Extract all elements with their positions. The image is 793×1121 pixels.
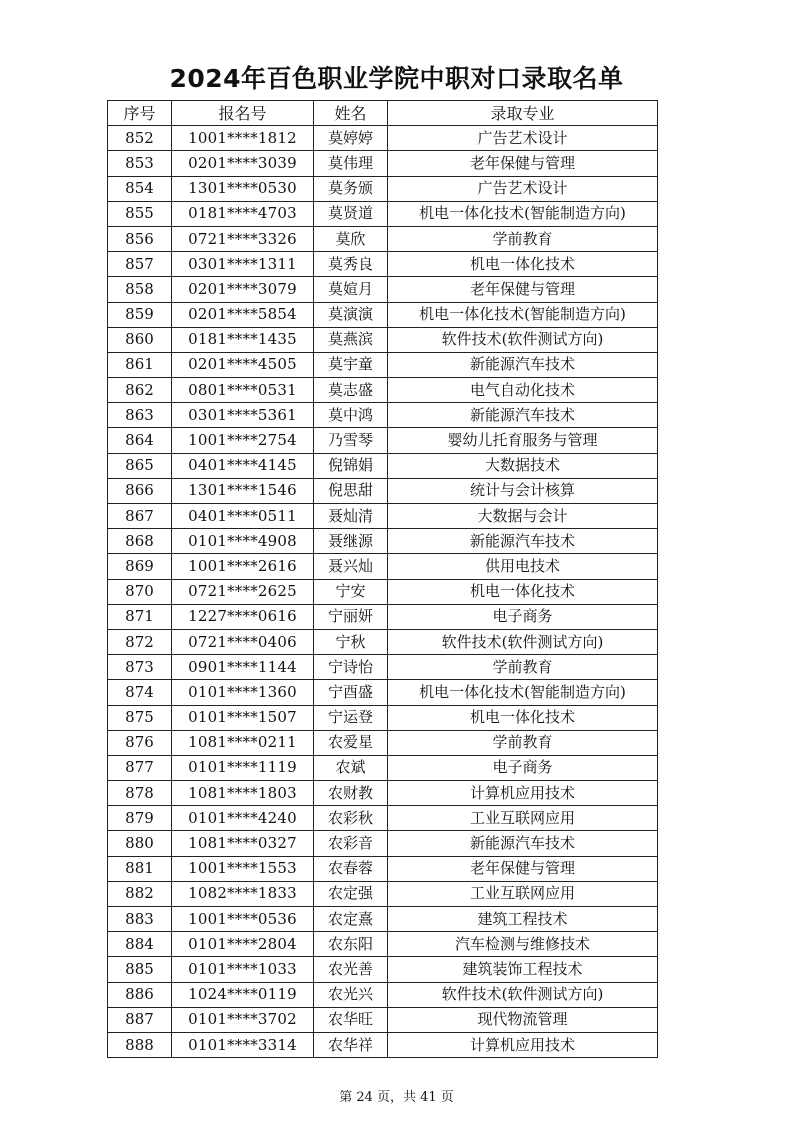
cell-name: 聂灿清	[314, 504, 388, 529]
cell-major: 大数据与会计	[388, 504, 658, 529]
table-row	[108, 680, 658, 705]
cell-reg-number: 1001****0536	[172, 907, 314, 932]
cell-name: 莫媗月	[314, 277, 388, 302]
cell-major: 计算机应用技术	[388, 1032, 658, 1057]
cell-major: 机电一体化技术(智能制造方向)	[388, 302, 658, 327]
cell-name: 农爱星	[314, 730, 388, 755]
cell-reg-number: 0101****3702	[172, 1007, 314, 1032]
cell-name: 宁酉盛	[314, 680, 388, 705]
cell-reg-number: 0301****5361	[172, 403, 314, 428]
cell-name: 农财教	[314, 781, 388, 806]
cell-major: 电子商务	[388, 755, 658, 780]
cell-name: 莫中鸿	[314, 403, 388, 428]
cell-major: 婴幼儿托育服务与管理	[388, 428, 658, 453]
cell-seq: 858	[108, 277, 172, 302]
cell-reg-number: 0721****3326	[172, 226, 314, 251]
cell-seq: 885	[108, 957, 172, 982]
cell-reg-number: 0401****4145	[172, 453, 314, 478]
cell-seq: 855	[108, 201, 172, 226]
cell-name: 莫演演	[314, 302, 388, 327]
cell-reg-number: 0101****1507	[172, 705, 314, 730]
cell-name: 农华祥	[314, 1032, 388, 1057]
cell-seq: 867	[108, 504, 172, 529]
cell-major: 电气自动化技术	[388, 378, 658, 403]
cell-name: 宁丽妍	[314, 604, 388, 629]
table-row	[108, 579, 658, 604]
cell-major: 广告艺术设计	[388, 126, 658, 151]
cell-reg-number: 0201****5854	[172, 302, 314, 327]
cell-name: 农彩音	[314, 831, 388, 856]
header-reg-number: 报名号	[172, 101, 314, 126]
cell-reg-number: 0721****0406	[172, 629, 314, 654]
cell-major: 老年保健与管理	[388, 277, 658, 302]
table-row	[108, 881, 658, 906]
cell-reg-number: 1081****0327	[172, 831, 314, 856]
cell-major: 机电一体化技术(智能制造方向)	[388, 680, 658, 705]
cell-major: 供用电技术	[388, 554, 658, 579]
cell-major: 新能源汽车技术	[388, 529, 658, 554]
cell-name: 农光善	[314, 957, 388, 982]
cell-name: 倪思甜	[314, 478, 388, 503]
cell-reg-number: 1001****2616	[172, 554, 314, 579]
cell-major: 老年保健与管理	[388, 151, 658, 176]
cell-seq: 875	[108, 705, 172, 730]
cell-major: 新能源汽车技术	[388, 831, 658, 856]
cell-major: 现代物流管理	[388, 1007, 658, 1032]
table-row	[108, 504, 658, 529]
cell-seq: 883	[108, 907, 172, 932]
table-row	[108, 529, 658, 554]
table-header	[108, 101, 658, 126]
table-row	[108, 327, 658, 352]
cell-seq: 865	[108, 453, 172, 478]
table-row	[108, 629, 658, 654]
cell-reg-number: 0101****2804	[172, 932, 314, 957]
table-row	[108, 478, 658, 503]
cell-reg-number: 1001****1553	[172, 856, 314, 881]
cell-major: 软件技术(软件测试方向)	[388, 982, 658, 1007]
cell-name: 倪锦娟	[314, 453, 388, 478]
header-seq: 序号	[108, 101, 172, 126]
header-major: 录取专业	[388, 101, 658, 126]
table-row	[108, 1032, 658, 1057]
cell-major: 建筑工程技术	[388, 907, 658, 932]
cell-seq: 866	[108, 478, 172, 503]
cell-seq: 863	[108, 403, 172, 428]
cell-major: 统计与会计核算	[388, 478, 658, 503]
cell-major: 软件技术(软件测试方向)	[388, 327, 658, 352]
cell-reg-number: 1024****0119	[172, 982, 314, 1007]
cell-name: 聂兴灿	[314, 554, 388, 579]
table-row	[108, 755, 658, 780]
cell-name: 农华旺	[314, 1007, 388, 1032]
cell-reg-number: 1081****0211	[172, 730, 314, 755]
table-row	[108, 907, 658, 932]
cell-reg-number: 1081****1803	[172, 781, 314, 806]
table-row	[108, 957, 658, 982]
cell-reg-number: 0201****4505	[172, 352, 314, 377]
cell-seq: 877	[108, 755, 172, 780]
cell-reg-number: 1301****0530	[172, 176, 314, 201]
table-row	[108, 201, 658, 226]
cell-seq: 871	[108, 604, 172, 629]
page-title: 2024年百色职业学院中职对口录取名单	[169, 64, 624, 93]
table-row	[108, 705, 658, 730]
cell-seq: 864	[108, 428, 172, 453]
cell-seq: 888	[108, 1032, 172, 1057]
table-row	[108, 226, 658, 251]
cell-reg-number: 0201****3079	[172, 277, 314, 302]
cell-seq: 879	[108, 806, 172, 831]
table-row	[108, 831, 658, 856]
cell-major: 计算机应用技术	[388, 781, 658, 806]
cell-reg-number: 0181****4703	[172, 201, 314, 226]
cell-name: 宁秋	[314, 629, 388, 654]
table-row	[108, 781, 658, 806]
cell-name: 宁诗怡	[314, 655, 388, 680]
cell-major: 机电一体化技术	[388, 579, 658, 604]
cell-reg-number: 0801****0531	[172, 378, 314, 403]
cell-seq: 870	[108, 579, 172, 604]
cell-name: 莫伟理	[314, 151, 388, 176]
table-row	[108, 126, 658, 151]
cell-reg-number: 0101****4240	[172, 806, 314, 831]
header-row	[108, 101, 658, 126]
cell-name: 农光兴	[314, 982, 388, 1007]
table-row	[108, 176, 658, 201]
cell-major: 建筑装饰工程技术	[388, 957, 658, 982]
cell-reg-number: 0101****4908	[172, 529, 314, 554]
cell-reg-number: 0181****1435	[172, 327, 314, 352]
cell-reg-number: 1301****1546	[172, 478, 314, 503]
cell-seq: 869	[108, 554, 172, 579]
cell-seq: 856	[108, 226, 172, 251]
cell-major: 工业互联网应用	[388, 881, 658, 906]
cell-reg-number: 0101****3314	[172, 1032, 314, 1057]
table-row	[108, 856, 658, 881]
cell-seq: 868	[108, 529, 172, 554]
cell-seq: 874	[108, 680, 172, 705]
page-footer: 第 24 页，共 41 页	[339, 1090, 454, 1105]
cell-major: 大数据技术	[388, 453, 658, 478]
admission-table	[107, 100, 658, 1058]
cell-seq: 854	[108, 176, 172, 201]
table-row	[108, 352, 658, 377]
cell-reg-number: 0901****1144	[172, 655, 314, 680]
cell-name: 农彩秋	[314, 806, 388, 831]
cell-reg-number: 1227****0616	[172, 604, 314, 629]
table-row	[108, 403, 658, 428]
table-row	[108, 655, 658, 680]
cell-name: 乃雪琴	[314, 428, 388, 453]
table-row	[108, 806, 658, 831]
table-row	[108, 277, 658, 302]
table-row	[108, 378, 658, 403]
cell-reg-number: 0301****1311	[172, 252, 314, 277]
cell-name: 农春蓉	[314, 856, 388, 881]
cell-major: 广告艺术设计	[388, 176, 658, 201]
cell-name: 宁安	[314, 579, 388, 604]
cell-name: 莫志盛	[314, 378, 388, 403]
cell-seq: 860	[108, 327, 172, 352]
table-row	[108, 428, 658, 453]
cell-major: 机电一体化技术(智能制造方向)	[388, 201, 658, 226]
table-row	[108, 604, 658, 629]
cell-seq: 853	[108, 151, 172, 176]
table-row	[108, 932, 658, 957]
cell-major: 学前教育	[388, 226, 658, 251]
cell-major: 机电一体化技术	[388, 705, 658, 730]
cell-name: 莫秀良	[314, 252, 388, 277]
cell-major: 软件技术(软件测试方向)	[388, 629, 658, 654]
cell-major: 老年保健与管理	[388, 856, 658, 881]
cell-major: 学前教育	[388, 655, 658, 680]
header-name: 姓名	[314, 101, 388, 126]
cell-reg-number: 0201****3039	[172, 151, 314, 176]
table-row	[108, 151, 658, 176]
cell-seq: 876	[108, 730, 172, 755]
table-body	[108, 126, 658, 1058]
table-row	[108, 453, 658, 478]
cell-major: 工业互联网应用	[388, 806, 658, 831]
cell-major: 新能源汽车技术	[388, 403, 658, 428]
cell-major: 学前教育	[388, 730, 658, 755]
cell-reg-number: 0101****1119	[172, 755, 314, 780]
cell-seq: 881	[108, 856, 172, 881]
cell-name: 莫贤道	[314, 201, 388, 226]
cell-name: 农定强	[314, 881, 388, 906]
cell-major: 机电一体化技术	[388, 252, 658, 277]
cell-reg-number: 1001****2754	[172, 428, 314, 453]
cell-reg-number: 1001****1812	[172, 126, 314, 151]
cell-reg-number: 0721****2625	[172, 579, 314, 604]
cell-seq: 880	[108, 831, 172, 856]
cell-name: 农东阳	[314, 932, 388, 957]
table-row	[108, 730, 658, 755]
cell-reg-number: 0101****1033	[172, 957, 314, 982]
cell-seq: 857	[108, 252, 172, 277]
cell-seq: 882	[108, 881, 172, 906]
table-row	[108, 302, 658, 327]
cell-major: 新能源汽车技术	[388, 352, 658, 377]
cell-reg-number: 0101****1360	[172, 680, 314, 705]
cell-name: 莫婷婷	[314, 126, 388, 151]
table-row	[108, 1007, 658, 1032]
cell-seq: 859	[108, 302, 172, 327]
table-row	[108, 252, 658, 277]
cell-reg-number: 0401****0511	[172, 504, 314, 529]
cell-major: 电子商务	[388, 604, 658, 629]
table-row	[108, 554, 658, 579]
cell-reg-number: 1082****1833	[172, 881, 314, 906]
cell-seq: 852	[108, 126, 172, 151]
cell-name: 农斌	[314, 755, 388, 780]
cell-seq: 872	[108, 629, 172, 654]
cell-name: 莫务颁	[314, 176, 388, 201]
cell-seq: 887	[108, 1007, 172, 1032]
cell-name: 宁运登	[314, 705, 388, 730]
cell-seq: 886	[108, 982, 172, 1007]
table-row	[108, 982, 658, 1007]
cell-name: 莫燕滨	[314, 327, 388, 352]
cell-name: 农定熹	[314, 907, 388, 932]
cell-major: 汽车检测与维修技术	[388, 932, 658, 957]
cell-name: 聂继源	[314, 529, 388, 554]
cell-seq: 878	[108, 781, 172, 806]
cell-name: 莫欣	[314, 226, 388, 251]
cell-seq: 884	[108, 932, 172, 957]
cell-seq: 873	[108, 655, 172, 680]
cell-seq: 861	[108, 352, 172, 377]
cell-name: 莫宇童	[314, 352, 388, 377]
cell-seq: 862	[108, 378, 172, 403]
